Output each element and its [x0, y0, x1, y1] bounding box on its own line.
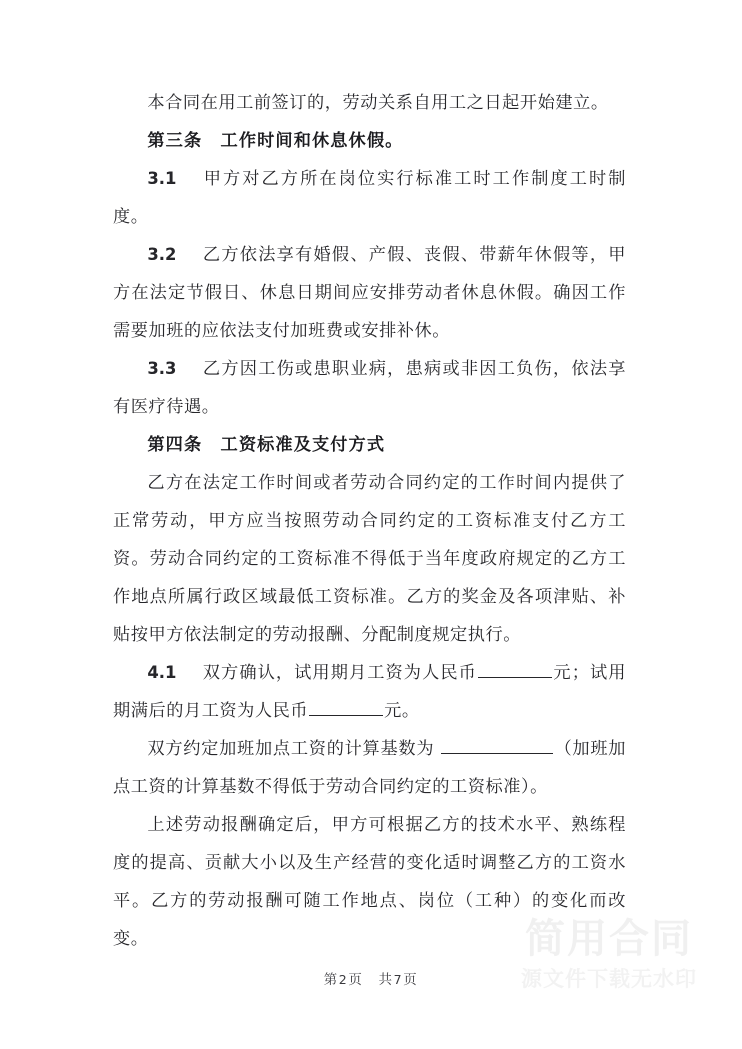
heading-text: 第三条 工作时间和休息休假。	[147, 131, 404, 151]
page-footer	[0, 968, 742, 988]
watermark-brand-text: 简用合同	[525, 916, 693, 962]
paragraph-text-after-overtime-blank: （加班加点工资的计算基数不得低于劳动合同约定的工资标准）。	[113, 739, 627, 797]
clause-3-3	[113, 350, 626, 426]
footer-suffix: 页	[403, 972, 419, 988]
post-probation-monthly-wage-blank[interactable]	[309, 697, 383, 716]
clause-text: 甲方对乙方所在岗位实行标准工时工作制度工时制度。	[113, 169, 626, 227]
document-body	[113, 84, 626, 958]
paragraph-text: 乙方在法定工作时间或者劳动合同约定的工作时间内提供了正常劳动，甲方应当按照劳动合同约定的工资标准支付乙方工资。劳动合同约定的工资标准不得低于当年度政府规定的乙方工作地点所属行政区域最低工资标准。乙方的奖金及各项津贴、补贴按甲方依法制定的劳动报酬、分配制度规定执行。	[113, 473, 626, 645]
paragraph-overtime-base	[113, 730, 626, 806]
clause-number: 3.3	[147, 359, 177, 378]
paragraph-wage-standard	[113, 464, 626, 654]
heading-article-three	[113, 122, 626, 160]
clause-number: 4.1	[147, 663, 177, 682]
clause-number: 3.2	[147, 245, 177, 264]
footer-total-pages: 7	[393, 972, 404, 987]
footer-current-page: 2	[338, 972, 349, 987]
paragraph-text: 本合同在用工前签订的，劳动关系自用工之日起开始建立。	[147, 93, 609, 113]
clause-number: 3.1	[147, 169, 177, 188]
footer-prefix: 第	[323, 972, 339, 988]
paragraph-wage-adjustment	[113, 806, 626, 958]
clause-text: 乙方因工伤或患职业病，患病或非因工负伤，依法享有医疗待遇。	[113, 359, 626, 417]
heading-article-four	[113, 426, 626, 464]
probation-monthly-wage-blank[interactable]	[478, 659, 552, 678]
footer-middle: 页 共	[348, 972, 394, 988]
clause-text-between-wage-blanks: 元；试用期满后的月工资为人民币	[113, 663, 626, 721]
heading-text: 第四条 工资标准及支付方式	[147, 435, 386, 455]
watermark-subtitle-text: 源文件下载无水印	[521, 967, 697, 991]
clause-text: 乙方依法享有婚假、产假、丧假、带薪年休假等，甲方在法定节假日、休息日期间应安排劳动者休息休假。确因工作需要加班的应依法支付加班费或安排补休。	[113, 245, 626, 341]
paragraph-text-before-overtime-blank: 双方约定加班加点工资的计算基数为	[147, 739, 435, 759]
clause-4-1	[113, 654, 626, 730]
clause-text-after-wage-blank: 元。	[384, 701, 420, 721]
clause-text-before-probation-wage-blank: 双方确认，试用期月工资为人民币	[202, 663, 477, 683]
paragraph-contract-signed-before-employment	[113, 84, 626, 122]
paragraph-text: 上述劳动报酬确定后，甲方可根据乙方的技术水平、熟练程度的提高、贡献大小以及生产经营的变化适时调整乙方的工资水平。乙方的劳动报酬可随工作地点、岗位（工种）的变化而改变。	[113, 815, 626, 949]
clause-3-2	[113, 236, 626, 350]
overtime-calculation-base-blank[interactable]	[441, 735, 553, 754]
clause-3-1	[113, 160, 626, 236]
